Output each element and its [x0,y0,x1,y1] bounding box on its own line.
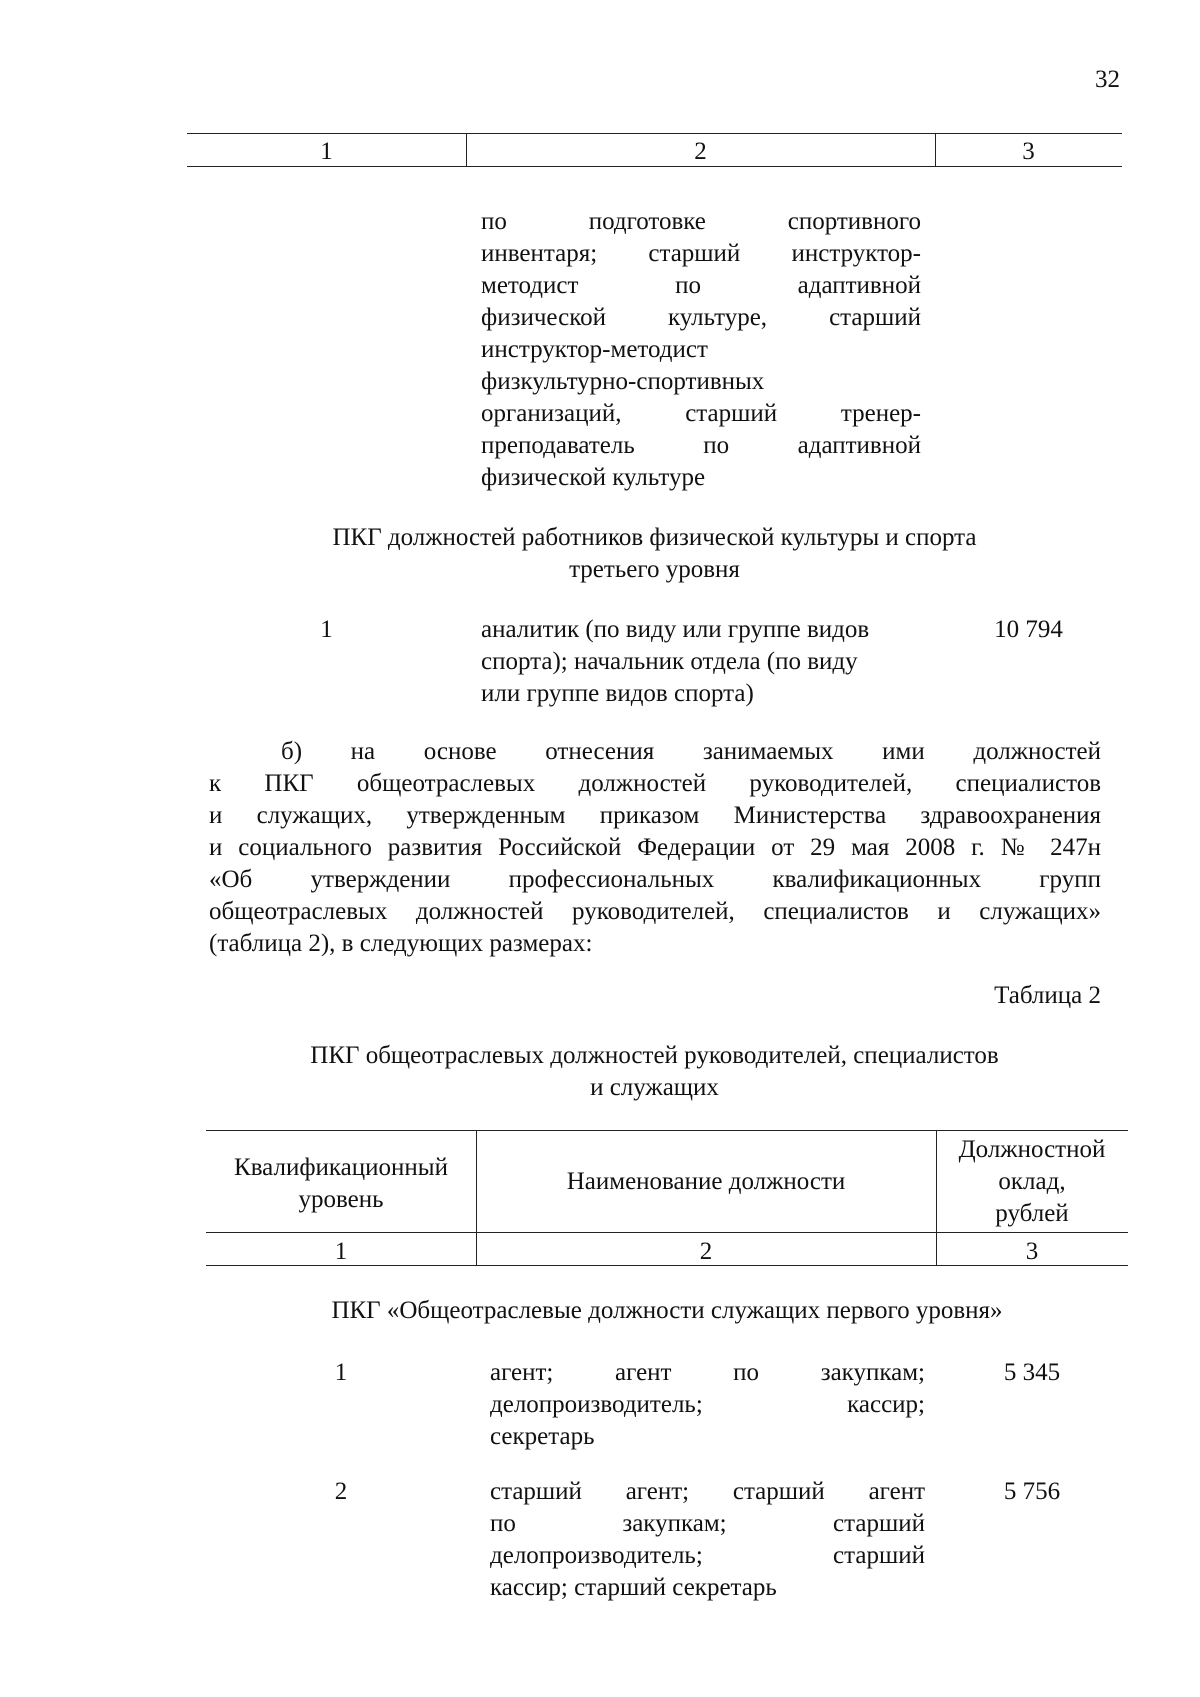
table1-row-salary: 10 794 [994,616,1063,643]
table2-col1-header: Квалификационный уровень [234,1154,448,1213]
table1-row-position: аналитик (по виду или группе видов спорта); начальник отдела (по виду или группе видов спорта) [481,616,870,707]
table2-col3-number: 3 [1025,1238,1039,1265]
table2-row1-position: агент; агент по закупкам; делопроизводитель; кассир; секретарь [490,1359,925,1450]
table2-group-title: ПКГ «Общеотраслевые должности служащих первого уровня» [331,1297,1003,1324]
table2-row2-level: 2 [334,1478,348,1505]
table2-row1-level: 1 [334,1359,348,1386]
table1-col3-number: 3 [1022,138,1035,165]
table2-col2-header: Наименование должности [566,1168,846,1195]
paragraph-b: б) на основе отнесения занимаемых ими должностей к ПКГ общеотраслевых должностей руководителей, специалистов и служащих, утвержденным приказом Министерства здравоохранения и социального развития Российской Федерации от 29 мая 2008 г. № 247н «Об утверждении профессиональных квалификационных групп общеотраслевых должностей руководителей, специалистов и служащих» (таблица 2), в следующих размерах: [209,738,1101,957]
table2-row2-position: старший агент; старший агент по закупкам; старший делопроизводитель; старший кассир; старший секретарь [490,1478,925,1601]
table2-col1-number: 1 [334,1238,348,1265]
table2-col2-number: 2 [699,1238,713,1265]
table1-group-title: ПКГ должностей работников физической культуры и спорта третьего уровня [332,524,977,583]
page-number: 32 [1095,66,1120,93]
table1-col2-number: 2 [694,138,707,165]
table2-label: Таблица 2 [994,982,1101,1009]
table2-title: ПКГ общеотраслевых должностей руководителей, специалистов и служащих [310,1042,999,1101]
table1-col1-number: 1 [320,138,333,165]
table1-row-level: 1 [320,616,333,643]
table1-continued-position: по подготовке спортивного инвентаря; старший инструктор- методист по адаптивной физической культуре, старший инструктор-методист физкультурно-спортивных организаций, старший тренер- преподаватель по адаптивной физической культуре [481,208,921,491]
table2-row2-salary: 5 756 [1003,1478,1061,1505]
table2-col3-header: Должностной оклад, рублей [958,1136,1106,1227]
table2-row1-salary: 5 345 [1003,1359,1061,1386]
